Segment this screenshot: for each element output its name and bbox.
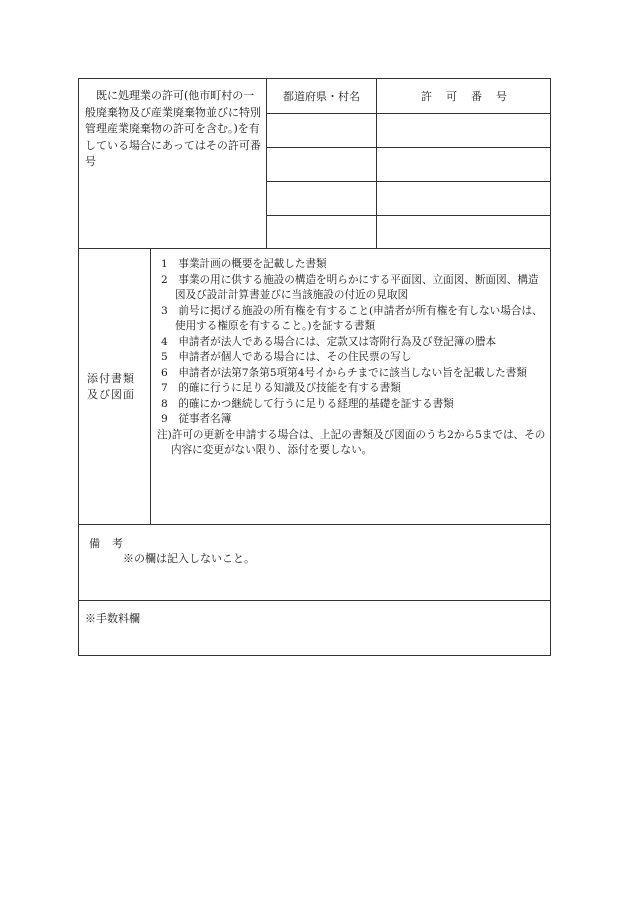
existing-permit-description: 既に処理業の許可(他市町村の一般廃棄物及び産業廃棄物並びに特別管理産業廃棄物の許可を含む。)を有している場合にあってはその許可番号	[85, 89, 261, 168]
prefecture-cell[interactable]	[267, 181, 377, 215]
permit-number-header: 許可番号	[421, 90, 521, 103]
attachment-item: 2 事業の用に供する施設の構造を明らかにする平面図、立面図、断面図、構造図及び設計計算書並びに当該施設の付近の見取図	[161, 273, 539, 301]
permit-grid-row	[267, 113, 551, 147]
permit-number-cell[interactable]	[377, 113, 551, 147]
attachment-item: 7 的確に行うに足りる知識及び技能を有する書類	[161, 382, 401, 394]
permit-number-cell[interactable]	[377, 147, 551, 181]
attachments-list	[157, 257, 549, 459]
attachment-item: 9 従事者名簿	[161, 413, 232, 425]
permit-grid-header	[267, 79, 551, 113]
prefecture-cell[interactable]	[267, 215, 377, 249]
attachment-item: 5 申請者が個人である場合には、その住民票の写し	[161, 351, 412, 363]
remarks-note: ※の欄は記入しないこと。	[123, 552, 255, 565]
permit-grid-row	[267, 215, 551, 249]
attachments-note: 注)許可の更新を申請する場合は、上記の書類及び図面のうち2から5までは、その内容に変更がない限り、添付を要しない。	[157, 428, 546, 456]
attachments-label	[79, 249, 151, 525]
fee-section[interactable]	[79, 601, 550, 656]
attachment-item: 4 申請者が法人である場合には、定款又は寄附行為及び登記簿の謄本	[161, 335, 497, 348]
fee-label: ※手数料欄	[85, 612, 140, 625]
permit-number-grid	[266, 79, 551, 249]
application-form-table	[78, 78, 551, 656]
remarks-label: 備考	[89, 537, 135, 550]
attachment-item: 1 事業計画の概要を記載した書類	[161, 258, 327, 270]
prefecture-cell[interactable]	[267, 113, 377, 147]
prefecture-header: 都道府県・村名	[267, 79, 377, 113]
permit-number-cell[interactable]	[377, 181, 551, 215]
permit-grid-row	[267, 181, 551, 215]
attachment-item: 8 的確にかつ継続して行うに足りる経理的基礎を証する書類	[161, 397, 454, 410]
prefecture-cell[interactable]	[267, 147, 377, 181]
attachment-item: 6 申請者が法第7条第5項第4号イからチまでに該当しない旨を記載した書類	[161, 366, 527, 379]
permit-grid-row	[267, 147, 551, 181]
permit-number-cell[interactable]	[377, 215, 551, 249]
existing-permit-section	[79, 79, 550, 249]
attachment-item: 3 前号に掲げる施設の所有権を有すること(申請者が所有権を有しない場合は、使用する権原を有すること。)を証する書類	[161, 304, 543, 332]
remarks-section	[79, 525, 550, 601]
attachments-label-line2: 及び図面	[87, 388, 135, 401]
attachments-label-line1: 添付書類	[87, 372, 135, 385]
attachments-section	[79, 249, 550, 525]
